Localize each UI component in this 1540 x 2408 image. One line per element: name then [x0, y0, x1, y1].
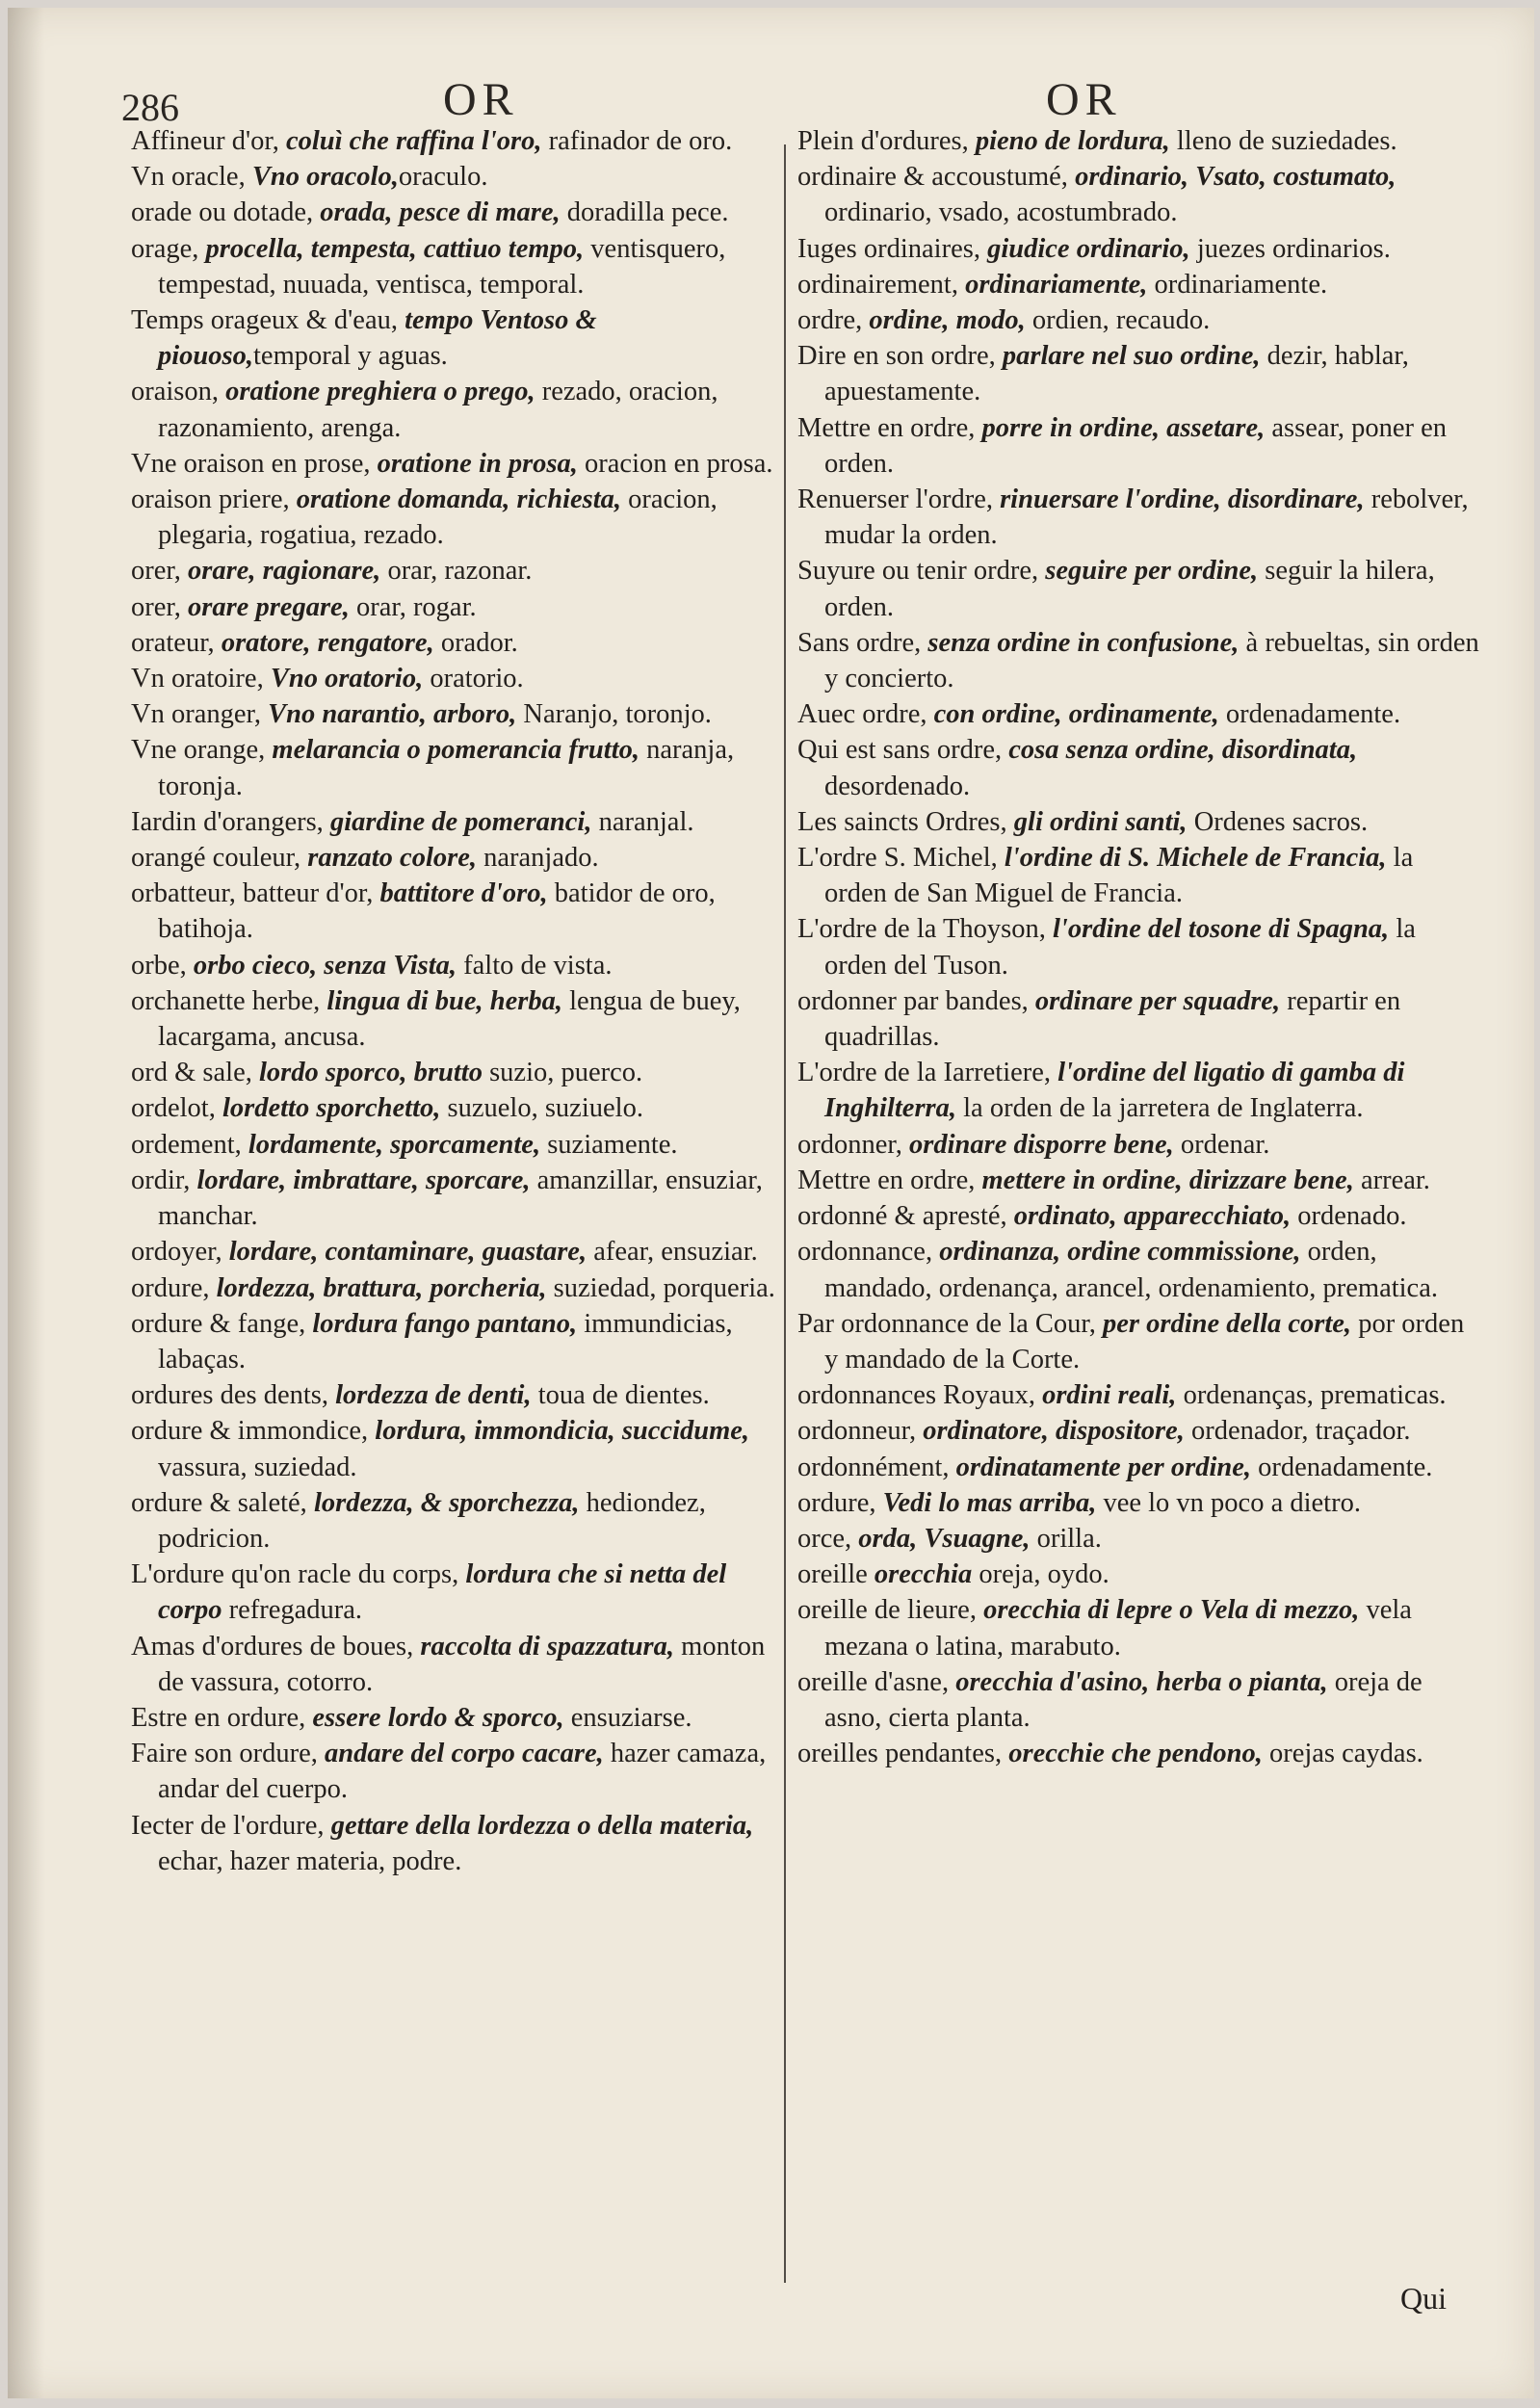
translation-italian: orecchie che pendono,: [1008, 1739, 1263, 1769]
dictionary-entry: [131, 302, 796, 374]
translation-spanish: rafinador de oro.: [541, 126, 733, 156]
headword-french: Vn oracle,: [131, 162, 252, 193]
translation-italian: essere lordo & sporco,: [312, 1702, 564, 1733]
headword-french: ordement,: [131, 1129, 248, 1160]
headword-french: Renuerser l'ordre,: [797, 484, 1001, 515]
dictionary-entry: [796, 1055, 1479, 1126]
headword-french: ordoyer,: [131, 1237, 229, 1268]
translation-spanish: vassura, suziedad.: [158, 1452, 357, 1482]
dictionary-entry: [131, 446, 796, 482]
headword-french: Par ordonnance de la Cour,: [797, 1308, 1104, 1339]
translation-italian: l'ordine di S. Michele de Francia,: [1004, 843, 1387, 874]
dictionary-entry: [131, 1485, 796, 1557]
dictionary-entry: [131, 661, 796, 696]
translation-spanish: oreja, oydo.: [972, 1559, 1109, 1590]
translation-spanish: dezir, hablar, apuestamente.: [824, 341, 1409, 407]
translation-italian: lordamente, sporcamente,: [248, 1129, 541, 1160]
translation-italian: lordura che si netta del corpo: [158, 1559, 727, 1626]
translation-spanish: orden, mandado, ordenança, arancel, ordenamiento, prematica.: [824, 1237, 1438, 1303]
translation-spanish: Naranjo, toronjo.: [516, 699, 712, 730]
translation-italian: senza ordine in confusione,: [927, 627, 1240, 658]
headword-french: oreille de lieure,: [797, 1595, 984, 1626]
dictionary-entry: [131, 1736, 796, 1807]
headword-french: orchanette herbe,: [131, 985, 327, 1016]
headword-french: Amas d'ordures de boues,: [131, 1631, 421, 1662]
translation-italian: ordinario, Vsato, costumato,: [1075, 162, 1396, 193]
translation-spanish: oracion en prosa.: [577, 448, 773, 479]
headword-french: orateur,: [131, 627, 222, 658]
translation-italian: con ordine, ordinamente,: [933, 699, 1219, 730]
dictionary-entry: [796, 1557, 1479, 1592]
translation-italian: ordinare per squadre,: [1034, 985, 1281, 1016]
translation-spanish: refregadura.: [222, 1595, 363, 1626]
dictionary-entry: [796, 625, 1479, 696]
dictionary-entry: [131, 1306, 796, 1377]
translation-spanish: juezes ordinarios.: [1189, 233, 1391, 264]
translation-italian: lordare, imbrattare, sporcare,: [196, 1165, 531, 1195]
headword-french: oraison priere,: [131, 484, 297, 515]
translation-italian: Vno oracolo,: [251, 162, 399, 193]
catchword: Qui: [1400, 2281, 1447, 2316]
translation-spanish: seguir la hilera, orden.: [824, 556, 1435, 622]
translation-italian: ordinanza, ordine commissione,: [939, 1237, 1301, 1268]
translation-italian: Vno narantio, arboro,: [268, 699, 517, 730]
translation-spanish: à rebueltas, sin orden y concierto.: [824, 627, 1479, 694]
translation-italian: ordinariamente,: [965, 269, 1148, 300]
translation-spanish: ordien, recaudo.: [1025, 305, 1211, 336]
headword-french: Affineur d'or,: [131, 126, 286, 156]
translation-spanish: orador.: [433, 627, 518, 658]
translation-spanish: naranjal.: [591, 806, 694, 837]
dictionary-entry: [131, 625, 796, 661]
gutter-shadow: [8, 8, 44, 2398]
headword-french: ord & sale,: [131, 1058, 259, 1088]
translation-italian: orda, Vsuagne,: [858, 1523, 1031, 1554]
headword-french: oraison,: [131, 377, 226, 407]
translation-italian: gli ordini santi,: [1013, 806, 1188, 837]
dictionary-entry: [131, 231, 796, 302]
dictionary-entry: [796, 911, 1479, 982]
translation-spanish: amanzillar, ensuziar, manchar.: [158, 1165, 763, 1232]
translation-spanish: ordenanças, prematicas.: [1176, 1380, 1447, 1411]
dictionary-entry: [131, 840, 796, 876]
translation-spanish: suzuelo, suziuelo.: [440, 1093, 643, 1124]
headword-french: ordinairement,: [797, 269, 966, 300]
translation-spanish: orar, razonar.: [380, 556, 533, 587]
dictionary-entry: [796, 1664, 1479, 1736]
translation-italian: parlare nel suo ordine,: [1002, 341, 1261, 372]
translation-italian: giudice ordinario,: [987, 233, 1190, 264]
translation-spanish: la orden de San Miguel de Francia.: [824, 843, 1414, 909]
translation-italian: lordezza, & sporchezza,: [313, 1487, 580, 1518]
dictionary-entry: [131, 804, 796, 840]
translation-italian: per ordine della corte,: [1103, 1308, 1352, 1339]
headword-french: L'ordure qu'on racle du corps,: [131, 1559, 466, 1590]
dictionary-entry: [131, 1090, 796, 1126]
headword-french: ordonneur,: [797, 1416, 924, 1447]
dictionary-entry: [796, 1127, 1479, 1163]
translation-spanish: ordenado.: [1291, 1201, 1407, 1232]
translation-spanish: assear, poner en orden.: [824, 412, 1448, 479]
translation-italian: oratione preghiera o prego,: [225, 377, 535, 407]
dictionary-entry: [131, 1055, 796, 1090]
headword-french: oreille d'asne,: [797, 1666, 956, 1697]
translation-spanish: lengua de buey, lacargama, ancusa.: [158, 985, 741, 1053]
headword-french: L'ordre S. Michel,: [797, 843, 1005, 874]
headword-french: Auec ordre,: [797, 699, 934, 730]
headword-french: ordonné & apresté,: [797, 1201, 1014, 1232]
translation-spanish: monton de vassura, cotorro.: [158, 1631, 766, 1697]
dictionary-entry: [131, 1163, 796, 1234]
headword-french: orer,: [131, 556, 188, 587]
headword-french: Estre en ordure,: [131, 1702, 313, 1733]
dictionary-entry: [131, 1127, 796, 1163]
translation-italian: procella, tempesta, cattiuo tempo,: [205, 233, 585, 264]
translation-spanish: suziedad, porqueria.: [546, 1272, 775, 1303]
headword-french: Iecter de l'ordure,: [131, 1810, 331, 1841]
translation-italian: pieno de lordura,: [975, 126, 1170, 156]
translation-spanish: vee lo vn poco a dietro.: [1096, 1487, 1361, 1518]
translation-spanish: orejas caydas.: [1262, 1739, 1423, 1769]
dictionary-entry: [131, 696, 796, 732]
translation-spanish: naranja, toronja.: [158, 735, 735, 801]
right-column: [796, 123, 1479, 2377]
translation-spanish: ordenador, traçador.: [1184, 1416, 1411, 1447]
headword-french: orangé couleur,: [131, 843, 308, 874]
translation-italian: oratione in prosa,: [377, 448, 578, 479]
translation-spanish: batidor de oro, batihoja.: [158, 878, 716, 945]
dictionary-entry: [131, 374, 796, 445]
running-head-right: OR: [1046, 74, 1122, 125]
dictionary-entry: [131, 1413, 796, 1484]
translation-spanish: naranjado.: [477, 843, 599, 874]
translation-spanish: hazer camaza, andar del cuerpo.: [158, 1739, 767, 1805]
headword-french: oreille: [797, 1559, 874, 1590]
dictionary-entry: [796, 159, 1479, 230]
translation-spanish: toua de dientes.: [531, 1380, 710, 1411]
translation-spanish: orar, rogar.: [349, 591, 477, 622]
dictionary-entry: [796, 696, 1479, 732]
translation-spanish: rebolver, mudar la orden.: [824, 484, 1469, 551]
translation-italian: lordare, contaminare, guastare,: [228, 1237, 587, 1268]
translation-italian: Vno oratorio,: [270, 664, 424, 694]
translation-italian: porre in ordine, assetare,: [981, 412, 1266, 443]
translation-italian: ordinare disporre bene,: [909, 1129, 1174, 1160]
translation-spanish: immundicias, labaças.: [158, 1308, 733, 1374]
dictionary-entry: [131, 1377, 796, 1413]
headword-french: Vne oraison en prose,: [131, 448, 378, 479]
dictionary-entry: [131, 1700, 796, 1736]
dictionary-entry: [131, 1234, 796, 1269]
translation-spanish: desordenado.: [824, 771, 971, 801]
dictionary-entry: [796, 804, 1479, 840]
translation-spanish: doradilla pece.: [560, 197, 729, 228]
translation-italian: lordezza, brattura, porcheria,: [216, 1272, 547, 1303]
translation-spanish: falto de vista.: [457, 950, 613, 981]
translation-spanish: ensuziarse.: [563, 1702, 692, 1733]
translation-italian: ranzato colore,: [307, 843, 477, 874]
translation-spanish: Ordenes sacros.: [1187, 806, 1369, 837]
headword-french: Mettre en ordre,: [797, 1165, 982, 1195]
headword-french: ordelot,: [131, 1093, 222, 1124]
translation-spanish: hediondez, podricion.: [158, 1487, 706, 1554]
translation-spanish: oracion, plegaria, rogatiua, rezado.: [158, 484, 718, 551]
translation-italian: Vedi lo mas arriba,: [882, 1487, 1097, 1518]
dictionary-entry: [796, 1234, 1479, 1305]
dictionary-entry: [131, 1808, 796, 1879]
translation-italian: lordo sporco, brutto: [258, 1058, 483, 1088]
translation-italian: ordine, modo,: [869, 305, 1026, 336]
headword-french: ordure & immondice,: [131, 1416, 376, 1447]
dictionary-entry: [796, 267, 1479, 302]
dictionary-entry: [796, 732, 1479, 803]
translation-italian: oratione domanda, richiesta,: [296, 484, 622, 515]
translation-italian: lordura, immondicia, succidume,: [375, 1416, 750, 1447]
headword-french: Suyure ou tenir ordre,: [797, 556, 1046, 587]
translation-spanish: suzio, puerco.: [482, 1058, 643, 1088]
dictionary-entry: [796, 123, 1479, 159]
dictionary-entry: [131, 876, 796, 947]
headword-french: Vn oranger,: [131, 699, 269, 730]
dictionary-entry: [131, 159, 796, 195]
translation-spanish: ventisquero, tempestad, nuuada, ventisca, temporal.: [158, 233, 726, 300]
dictionary-entry: [131, 589, 796, 625]
translation-italian: orecchia d'asino, herba o pianta,: [955, 1666, 1328, 1697]
dictionary-entry: [796, 983, 1479, 1055]
translation-spanish: la orden del Tuson.: [824, 914, 1416, 981]
translation-spanish: la orden de la jarretera de Inglaterra.: [956, 1093, 1364, 1124]
headword-french: Vn oratoire,: [131, 664, 271, 694]
dictionary-entry: [796, 410, 1479, 482]
translation-italian: rinuersare l'ordine, disordinare,: [1000, 484, 1365, 515]
translation-italian: tempo Ventoso & piouoso,: [158, 305, 597, 372]
headword-french: ordinaire & accoustumé,: [797, 162, 1076, 193]
translation-italian: orecchia di lepre o Vela di mezzo,: [983, 1595, 1360, 1626]
translation-spanish: suziamente.: [540, 1129, 678, 1160]
dictionary-entry: [796, 302, 1479, 338]
translation-spanish: lleno de suziedades.: [1169, 126, 1397, 156]
translation-italian: gettare della lordezza o della materia,: [330, 1810, 754, 1841]
translation-italian: cosa senza ordine, disordinata,: [1008, 735, 1358, 766]
translation-spanish: echar, hazer materia, podre.: [158, 1845, 462, 1876]
headword-french: Plein d'ordures,: [797, 126, 976, 156]
headword-french: ordonner,: [797, 1129, 909, 1160]
translation-spanish: temporal y aguas.: [253, 341, 448, 372]
translation-spanish: rezado, oracion, razonamiento, arenga.: [158, 377, 718, 443]
translation-spanish: oratorio.: [423, 664, 524, 694]
headword-french: L'ordre de la Iarretiere,: [797, 1058, 1058, 1088]
running-head-left: OR: [443, 74, 519, 125]
dictionary-entry: [131, 1557, 796, 1628]
dictionary-entry: [131, 482, 796, 553]
dictionary-entry: [796, 840, 1479, 911]
headword-french: ordre,: [797, 305, 870, 336]
dictionary-entry: [796, 1413, 1479, 1449]
left-column: [131, 123, 796, 2377]
dictionary-entry: [796, 1485, 1479, 1521]
translation-spanish: oreja de asno, cierta planta.: [824, 1666, 1423, 1733]
translation-spanish: por orden y mandado de la Corte.: [824, 1308, 1465, 1374]
translation-spanish: afear, ensuziar.: [587, 1237, 758, 1268]
translation-spanish: vela mezana o latina, marabuto.: [824, 1595, 1412, 1662]
translation-spanish: ordenar.: [1173, 1129, 1270, 1160]
dictionary-entry: [131, 732, 796, 803]
dictionary-entry: [131, 195, 796, 230]
dictionary-entry: [131, 123, 796, 159]
headword-french: Vne orange,: [131, 735, 273, 766]
headword-french: Les saincts Ordres,: [797, 806, 1014, 837]
dictionary-entry: [796, 1306, 1479, 1377]
headword-french: Sans ordre,: [797, 627, 928, 658]
translation-italian: lordetto sporchetto,: [222, 1093, 441, 1124]
headword-french: Iuges ordinaires,: [797, 233, 988, 264]
headword-french: ordure,: [797, 1487, 883, 1518]
headword-french: Mettre en ordre,: [797, 412, 982, 443]
headword-french: ordonnance,: [797, 1237, 940, 1268]
headword-french: ordir,: [131, 1165, 197, 1195]
dictionary-entry: [131, 1629, 796, 1700]
headword-french: ordonnances Royaux,: [797, 1380, 1043, 1411]
dictionary-entry: [796, 1450, 1479, 1485]
translation-italian: coluì che raffina l'oro,: [285, 126, 542, 156]
headword-french: Temps orageux & d'eau,: [131, 305, 405, 336]
translation-spanish: oraculo.: [398, 162, 488, 193]
headword-french: ordure & saleté,: [131, 1487, 314, 1518]
translation-italian: ordinato, apparecchiato,: [1013, 1201, 1292, 1232]
headword-french: Dire en son ordre,: [797, 341, 1003, 372]
headword-french: oreilles pendantes,: [797, 1739, 1009, 1769]
page-number: 286: [121, 86, 179, 129]
headword-french: orbatteur, batteur d'or,: [131, 878, 380, 909]
dictionary-entry: [796, 1521, 1479, 1557]
translation-italian: orare pregare,: [188, 591, 350, 622]
dictionary-entry: [131, 553, 796, 589]
translation-italian: orbo cieco, senza Vista,: [193, 950, 457, 981]
headword-french: orade ou dotade,: [131, 197, 321, 228]
translation-italian: melarancia o pomerancia frutto,: [272, 735, 639, 766]
dictionary-entry: [796, 1736, 1479, 1771]
translation-spanish: ordinario, vsado, acostumbrado.: [824, 197, 1178, 228]
translation-italian: raccolta di spazzatura,: [420, 1631, 675, 1662]
column-divider: [784, 144, 786, 2283]
headword-french: L'ordre de la Thoyson,: [797, 914, 1054, 945]
translation-spanish: repartir en quadrillas.: [824, 985, 1401, 1053]
translation-italian: lingua di bue, herba,: [326, 985, 563, 1016]
translation-italian: ordini reali,: [1042, 1380, 1177, 1411]
dictionary-entry: [131, 983, 796, 1055]
translation-italian: l'ordine del tosone di Spagna,: [1053, 914, 1390, 945]
translation-italian: ordinatamente per ordine,: [955, 1452, 1252, 1482]
translation-spanish: orilla.: [1030, 1523, 1102, 1554]
translation-italian: orecchia: [874, 1559, 973, 1590]
dictionary-entry: [131, 1270, 796, 1306]
translation-italian: battitore d'oro,: [379, 878, 548, 909]
translation-italian: oratore, rengatore,: [221, 627, 434, 658]
headword-french: ordonnément,: [797, 1452, 956, 1482]
dictionary-entry: [796, 482, 1479, 553]
translation-italian: lordezza de denti,: [335, 1380, 532, 1411]
translation-italian: ordinatore, dispositore,: [923, 1416, 1185, 1447]
dictionary-entry: [796, 1198, 1479, 1234]
dictionary-entry: [796, 553, 1479, 624]
dictionary-entry: [796, 338, 1479, 409]
translation-spanish: ordenadamente.: [1251, 1452, 1433, 1482]
dictionary-entry: [131, 948, 796, 983]
translation-spanish: ordinariamente.: [1147, 269, 1328, 300]
headword-french: Faire son ordure,: [131, 1739, 326, 1769]
translation-italian: l'ordine del ligatio di gamba di Inghilterra,: [824, 1058, 1405, 1124]
headword-french: ordonner par bandes,: [797, 985, 1035, 1016]
headword-french: ordure & fange,: [131, 1308, 313, 1339]
headword-french: orce,: [797, 1523, 859, 1554]
headword-french: orage,: [131, 233, 206, 264]
dictionary-entry: [796, 231, 1479, 267]
dictionary-page: [8, 8, 1534, 2398]
headword-french: orer,: [131, 591, 188, 622]
dictionary-entry: [796, 1377, 1479, 1413]
translation-italian: mettere in ordine, dirizzare bene,: [981, 1165, 1354, 1195]
headword-french: ordures des dents,: [131, 1380, 336, 1411]
translation-spanish: arrear.: [1353, 1165, 1430, 1195]
translation-italian: orare, ragionare,: [188, 556, 381, 587]
translation-italian: orada, pesce di mare,: [320, 197, 561, 228]
translation-italian: lordura fango pantano,: [312, 1308, 578, 1339]
dictionary-entry: [796, 1592, 1479, 1663]
translation-italian: andare del corpo cacare,: [325, 1739, 604, 1769]
translation-spanish: ordenadamente.: [1218, 699, 1401, 730]
headword-french: orbe,: [131, 950, 194, 981]
translation-italian: seguire per ordine,: [1045, 556, 1259, 587]
headword-french: Iardin d'orangers,: [131, 806, 330, 837]
headword-french: ordure,: [131, 1272, 217, 1303]
headword-french: Qui est sans ordre,: [797, 735, 1009, 766]
dictionary-entry: [796, 1163, 1479, 1198]
translation-italian: giardine de pomeranci,: [329, 806, 592, 837]
